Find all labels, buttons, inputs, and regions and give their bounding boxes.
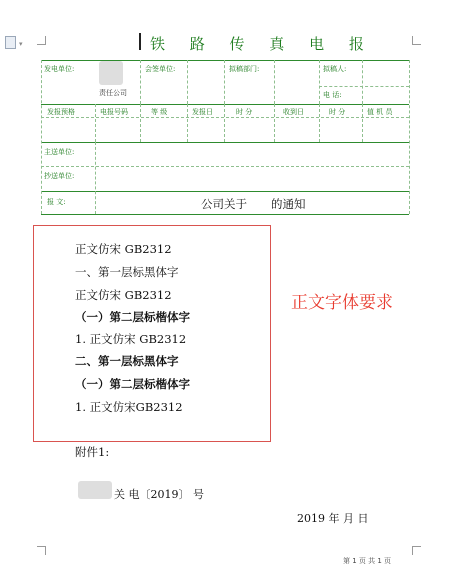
body-line: 正文仿宋 GB2312 <box>75 288 172 302</box>
body-line: 1. 正文仿宋 GB2312 <box>75 332 187 346</box>
redacted-block <box>99 61 123 85</box>
attachment-label: 附件1: <box>75 445 110 459</box>
document-icon <box>5 36 16 49</box>
page-info: 第 1 页 共 1 页 <box>343 557 392 565</box>
body-line: 一、第一层标黑体字 <box>75 265 179 279</box>
header-cell: 时 分 <box>329 108 346 116</box>
document-title: 铁 路 传 真 电 报 <box>150 35 374 53</box>
crop-mark-bottom-left <box>37 546 46 555</box>
body-line: 1. 正文仿宋GB2312 <box>75 400 183 414</box>
text-cursor <box>139 33 141 50</box>
crop-mark-bottom-right <box>412 546 421 555</box>
cosign-unit-label: 会签单位: <box>145 65 176 73</box>
header-cell: 电报号码 <box>100 108 128 116</box>
header-cell: 发报日 <box>192 108 213 116</box>
header-cell: 等 级 <box>151 108 168 116</box>
dropdown-arrow-icon[interactable]: ▾ <box>19 40 23 48</box>
body-line: 正文仿宋 GB2312 <box>75 242 172 256</box>
phone-label: 电 话: <box>323 91 342 99</box>
header-cell: 值 机 员 <box>367 108 393 116</box>
redacted-block <box>78 481 112 499</box>
subject-text-left: 公司关于 <box>201 197 247 211</box>
subject-text-right: 的通知 <box>271 197 306 211</box>
cc-recipient-label: 抄送单位: <box>44 172 75 180</box>
crop-mark-top-right <box>412 36 421 45</box>
main-recipient-label: 主送单位: <box>44 148 75 156</box>
document-date: 2019 年 月 日 <box>297 512 369 525</box>
drafter-label: 拟稿人: <box>323 65 347 73</box>
header-cell: 收到日 <box>283 108 304 116</box>
document-number: 关 电〔2019〕 号 <box>114 488 204 501</box>
company-label: 责任公司 <box>99 89 127 97</box>
crop-mark-top-left <box>37 36 46 45</box>
body-line: （一）第二层标楷体字 <box>75 310 190 324</box>
header-cell: 发报预格 <box>47 108 75 116</box>
subject-label: 报 文: <box>47 198 66 206</box>
header-cell: 时 分 <box>236 108 253 116</box>
annotation-label: 正文字体要求 <box>291 293 393 313</box>
drafting-dept-label: 拟稿部门: <box>229 65 260 73</box>
body-line: 二、第一层标黑体字 <box>75 354 179 368</box>
sender-unit-label: 发电单位: <box>44 65 75 73</box>
body-line: （一）第二层标楷体字 <box>75 377 190 391</box>
